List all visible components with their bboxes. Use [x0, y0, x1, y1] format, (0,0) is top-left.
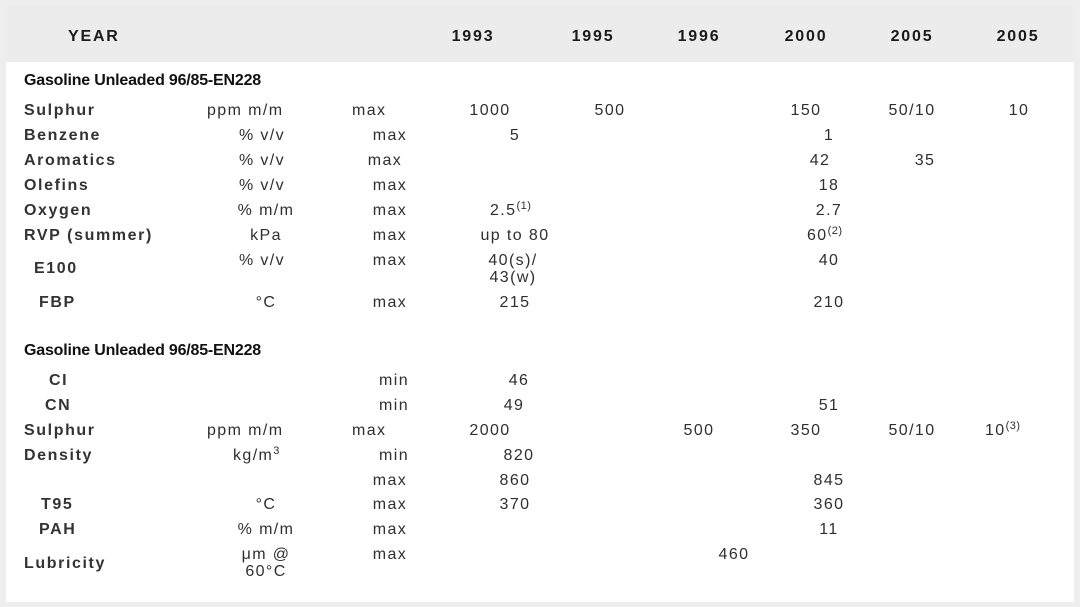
footnote-marker: (1): [516, 200, 532, 212]
value-1993-line1: 40(s)/: [488, 252, 538, 269]
value-1993: 820: [503, 447, 535, 464]
value-2000: 210: [813, 294, 845, 311]
param-limit: max: [352, 102, 387, 119]
param-limit: max: [372, 546, 408, 563]
param-limit: max: [372, 521, 408, 538]
param-unit: [233, 447, 280, 466]
param-name: PAH: [39, 521, 77, 538]
value-2005a: 50/10: [888, 102, 936, 119]
value-1993: 2000: [469, 422, 511, 439]
param-name: RVP (summer): [24, 227, 153, 244]
param-limit: max: [372, 294, 408, 311]
param-unit: ppm m/m: [207, 422, 284, 439]
param-name: T95: [41, 496, 74, 513]
value-1993: 370: [499, 496, 531, 513]
value-2005a: 35: [914, 152, 936, 169]
param-name: CI: [49, 372, 69, 389]
section-title-gasoline: Gasoline Unleaded 96/85-EN228: [24, 72, 261, 89]
value-1993: 46: [508, 372, 530, 389]
param-name: Oxygen: [24, 202, 93, 219]
value-1993: 49: [503, 397, 525, 414]
param-unit-line2: 60°C: [245, 563, 287, 580]
year-col-1993: 1993: [451, 28, 495, 45]
param-limit: max: [372, 202, 408, 219]
value-1993: up to 80: [480, 227, 550, 244]
param-name: Olefins: [24, 177, 90, 194]
param-unit: % m/m: [237, 521, 295, 538]
param-name: FBP: [39, 294, 76, 311]
year-col-1996: 1996: [677, 28, 721, 45]
value-2000: 1: [823, 127, 835, 144]
year-col-2005a: 2005: [890, 28, 934, 45]
value-2005b: 10: [1008, 102, 1030, 119]
value-1996: 500: [683, 422, 715, 439]
value-2000: 40: [818, 252, 840, 269]
param-limit: min: [379, 372, 409, 389]
param-unit-line1: μm @: [241, 546, 291, 563]
param-unit: ppm m/m: [207, 102, 284, 119]
param-unit: % v/v: [238, 177, 286, 194]
param-limit: max: [372, 127, 408, 144]
param-name: Sulphur: [24, 102, 96, 119]
value-2000: [807, 227, 843, 246]
param-limit: max: [372, 177, 408, 194]
param-unit: % v/v: [238, 152, 286, 169]
value-2000: 18: [818, 177, 840, 194]
param-limit: max: [372, 472, 408, 489]
value-2000: 350: [790, 422, 822, 439]
param-limit: max: [367, 152, 403, 169]
year-col-2005b: 2005: [996, 28, 1040, 45]
section-title-gasoline-2: Gasoline Unleaded 96/85-EN228: [24, 342, 261, 359]
value-2005a: 50/10: [888, 422, 936, 439]
value-text: 10: [985, 422, 1006, 439]
value-2000: 42: [809, 152, 831, 169]
value-2000: 51: [818, 397, 840, 414]
param-name: CN: [45, 397, 72, 414]
value-2005b: [985, 422, 1021, 441]
value-text: 2.5: [490, 202, 517, 219]
value-1993: 215: [499, 294, 531, 311]
value-2000: 11: [819, 521, 839, 538]
param-name: Aromatics: [24, 152, 117, 169]
param-unit: % v/v: [238, 127, 286, 144]
param-name: Sulphur: [24, 422, 96, 439]
year-col-2000: 2000: [784, 28, 828, 45]
param-unit: % v/v: [238, 252, 286, 269]
param-unit: kPa: [250, 227, 282, 244]
value-1993: 5: [509, 127, 521, 144]
param-limit: max: [372, 227, 408, 244]
footnote-marker: (3): [1005, 420, 1021, 432]
param-name: Density: [24, 447, 93, 464]
param-limit: max: [372, 496, 408, 513]
table-panel: [6, 6, 1074, 602]
param-name: E100: [34, 260, 78, 277]
value-1993-line2: 43(w): [489, 269, 537, 286]
value-1993: 1000: [469, 102, 511, 119]
value-2000: 360: [813, 496, 845, 513]
year-header-label: YEAR: [68, 28, 120, 45]
param-unit: °C: [255, 294, 277, 311]
value-2000: 845: [813, 472, 845, 489]
value-2000: 2.7: [815, 202, 843, 219]
param-limit: max: [372, 252, 408, 269]
unit-text: kg/m: [233, 447, 274, 464]
unit-superscript: 3: [273, 445, 280, 457]
year-col-1995: 1995: [571, 28, 615, 45]
footnote-marker: (2): [827, 225, 843, 237]
param-limit: min: [379, 397, 409, 414]
param-limit: min: [379, 447, 409, 464]
value-1993: 860: [499, 472, 531, 489]
value-2000: 150: [790, 102, 822, 119]
value-1995: 500: [594, 102, 626, 119]
value-text: 60: [807, 227, 828, 244]
param-unit: % m/m: [237, 202, 295, 219]
param-limit: max: [352, 422, 387, 439]
param-unit: °C: [255, 496, 277, 513]
param-name: Lubricity: [24, 555, 106, 572]
value-1996: 460: [718, 546, 750, 563]
value-1993: [490, 202, 531, 221]
param-name: Benzene: [24, 127, 101, 144]
